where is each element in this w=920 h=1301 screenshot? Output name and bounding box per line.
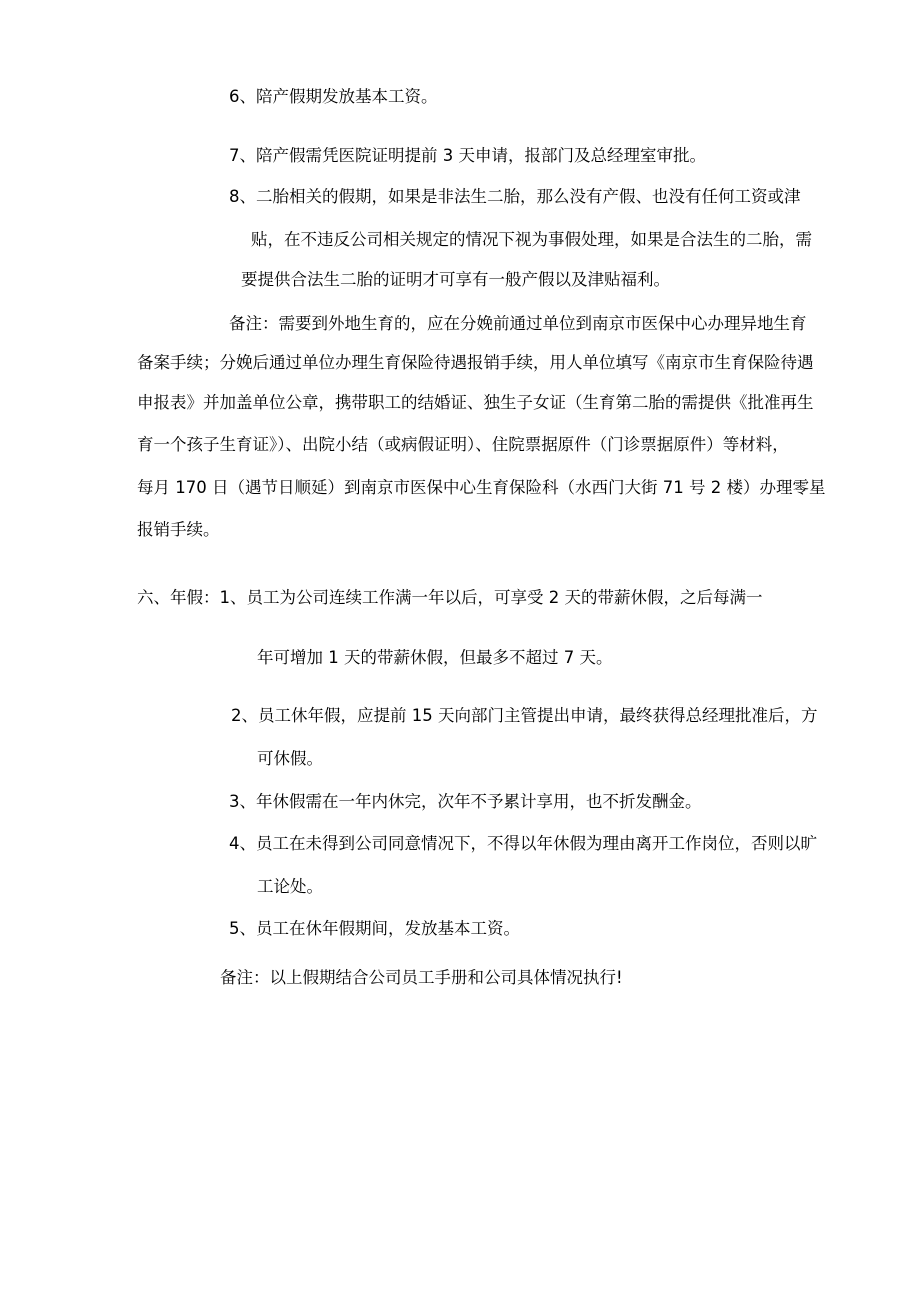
second-child-item-line-3: 要提供合法生二胎的证明才可享有一般产假以及津贴福利。 (241, 270, 670, 289)
maternity-note-line-3: 申报表》并加盖单位公章，携带职工的结婚证、独生子女证（生育第二胎的需提供《批准再生 (137, 393, 814, 412)
annual-leave-item-2: 2、员工休年假，应提前 15 天向部门主管提出申请，最终获得总经理批准后，方 (231, 706, 818, 725)
annual-leave-item-1-cont: 年可增加 1 天的带薪休假，但最多不超过 7 天。 (257, 648, 613, 667)
paternity-application-item: 7、陪产假需凭医院证明提前 3 天申请，报部门及总经理室审批。 (229, 146, 706, 165)
maternity-note-line-5: 每月 170 日（遇节日顺延）到南京市医保中心生育保险科（水西门大街 71 号 2 楼）办理零星 (137, 478, 826, 497)
annual-leave-heading: 六、年假：1、员工为公司连续工作满一年以后，可享受 2 天的带薪休假，之后每满一 (137, 588, 763, 607)
final-note: 备注：以上假期结合公司员工手册和公司具体情况执行! (220, 968, 623, 987)
annual-leave-item-5: 5、员工在休年假期间，发放基本工资。 (229, 919, 520, 938)
annual-leave-item-4: 4、员工在未得到公司同意情况下，不得以年休假为理由离开工作岗位，否则以旷 (229, 834, 817, 853)
annual-leave-item-4-cont: 工论处。 (257, 877, 323, 896)
annual-leave-item-2-cont: 可休假。 (257, 749, 323, 768)
second-child-item-line-1: 8、二胎相关的假期，如果是非法生二胎，那么没有产假、也没有任何工资或津 (229, 187, 801, 206)
maternity-note-line-6: 报销手续。 (137, 520, 220, 539)
second-child-item-line-2: 贴，在不违反公司相关规定的情况下视为事假处理，如果是合法生的二胎，需 (251, 230, 812, 249)
maternity-note-line-2: 备案手续；分娩后通过单位办理生育保险待遇报销手续，用人单位填写《南京市生育保险待遇 (137, 353, 814, 372)
paternity-pay-item: 6、陪产假期发放基本工资。 (229, 87, 438, 106)
maternity-note-line-4: 育一个孩子生育证》）、出院小结（或病假证明）、住院票据原件（门诊票据原件）等材料， (137, 435, 789, 454)
maternity-note-line-1: 备注：需要到外地生育的，应在分娩前通过单位到南京市医保中心办理异地生育 (229, 314, 807, 333)
annual-leave-item-3: 3、年休假需在一年内休完，次年不予累计享用，也不折发酬金。 (229, 792, 702, 811)
